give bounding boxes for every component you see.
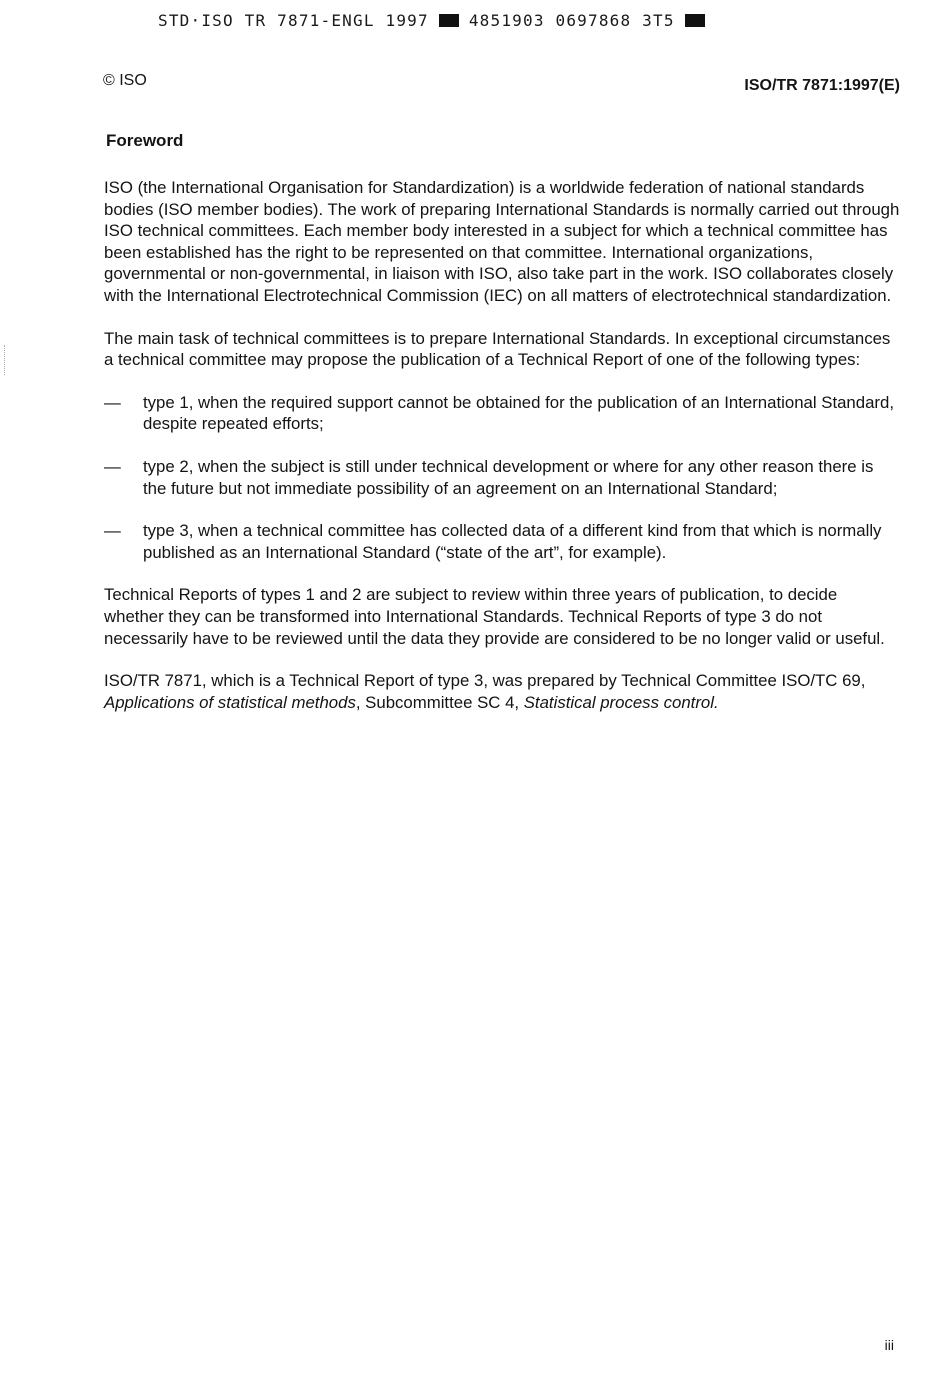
list-item-text: type 3, when a technical committee has collected data of a different kind from that which is normally published as an International Standard (“state of the art”, for example). — [143, 521, 882, 562]
document-id-header: ISO/TR 7871:1997(E) — [744, 77, 900, 94]
list-item-type-1 — [104, 392, 900, 435]
paragraph-review: Technical Reports of types 1 and 2 are subject to review within three years of publication, to decide whether they can be transformed into International Standards. Technical Reports of type 3 do not necessarily have to be reviewed until the data they provide are considered to be no longer valid or useful. — [104, 585, 885, 648]
dash-bullet: — — [104, 456, 121, 476]
foreword-body — [104, 177, 900, 734]
subcommittee-title: Statistical process control. — [523, 692, 719, 712]
report-types-list — [104, 392, 900, 564]
list-item-text: type 1, when the required support cannot be obtained for the publication of an International Standard, despite repeated efforts; — [143, 392, 895, 434]
prepared-by-text-2: , Subcommittee SC 4, — [355, 692, 524, 712]
paragraph-main-task: The main task of technical committees is to prepare International Standards. In exceptional circumstances a technical committee may propose the publication of a Technical Report of one of the following types: — [104, 328, 891, 370]
stamp-code: STD·ISO TR 7871-ENGL 1997 — [158, 11, 429, 30]
dash-bullet: — — [104, 521, 121, 541]
paragraph-iso-intro: ISO (the International Organisation for Standardization) is a worldwide federation of national standards bodies (ISO member bodies). The work of preparing International Standards is normally carried out through ISO technical committees. Each member body interested in a subject for which a technical committee has been established has the right to be represented on that committee. International organizations, governmental or non-governmental, in liaison with ISO, also take part in the work. ISO collaborates closely with the International Electrotechnical Commission (IEC) on all matters of electrotechnical standardization. — [104, 178, 900, 305]
paragraph-prepared-by — [104, 670, 900, 713]
stamp-block-1 — [439, 14, 459, 27]
list-item-type-3 — [104, 520, 900, 563]
page-title: Foreword — [106, 131, 184, 150]
scan-edge-mark — [4, 345, 6, 375]
committee-title: Applications of statistical methods — [104, 692, 356, 712]
stamp-block-2 — [685, 14, 705, 27]
page-number: iii — [884, 1337, 894, 1353]
prepared-by-text-1: ISO/TR 7871, which is a Technical Report of type 3, was prepared by Technical Committee ISO/TC 69, — [104, 671, 866, 691]
list-item-text: type 2, when the subject is still under technical development or where for any other reason there is the future but not immediate possibility of an agreement on an International Standard; — [143, 456, 874, 498]
stamp-number: 4851903 0697868 3T5 — [468, 11, 675, 30]
list-item-type-2 — [104, 456, 900, 499]
dash-bullet: — — [104, 392, 121, 412]
document-stamp — [158, 11, 715, 30]
copyright-header: © ISO — [103, 72, 147, 89]
